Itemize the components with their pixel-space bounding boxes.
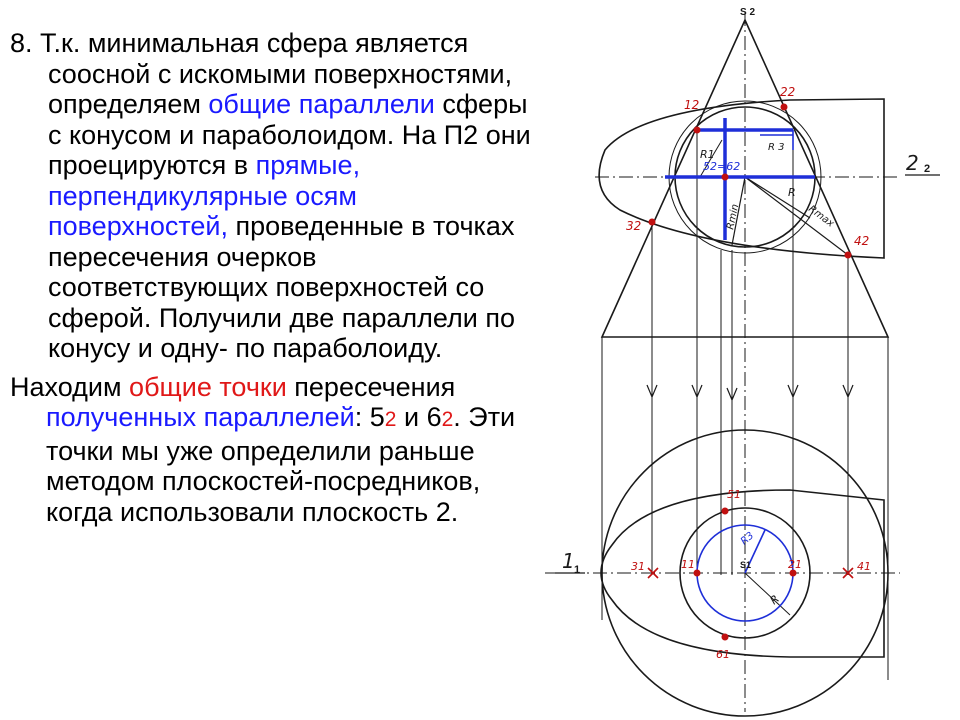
label-2-2: 22 [780,85,796,99]
label-2-1: 21 [788,558,802,571]
label-4-2: 42 [854,234,870,248]
label-5-1: 51 [727,488,741,501]
text-segment: 2 [441,408,454,431]
text-segment: . Эти точки мы уже определили раньше методом плоскостей-посредников, когда использовали плоскость 2. [46,402,516,527]
text-segment: сферы с конусом и параболоидом. На П2 они проецируются в [48,89,531,180]
label-r-top: R [767,592,782,608]
label-3-2: 32 [626,219,642,233]
label-rmax: Rmax [806,203,836,230]
text-segment: прямые, перпендикулярные осям поверхностей, [48,150,361,241]
label-r: R [788,186,796,199]
text-segment: Находим [10,371,130,402]
label-r1: R1 [700,148,715,161]
text-segment: общие параллели [208,89,435,119]
text-segment: и 6 [396,402,442,432]
text-segment: проведенные в точках пересечения очерков соответствующих поверхностей со сферой. Получили две параллели по конусу и одну- по параболоиду. [48,211,516,363]
label-plane-1-sub: 1 [574,564,581,576]
point-5-6-2 [722,174,729,181]
label-s1: S1 [740,560,752,570]
text-segment: 8. Т.к. минимальная сфера является соосной с искомыми поверхностями, определяем [10,28,513,119]
point-3-2 [649,219,656,226]
label-r3-top: R3 [738,530,757,548]
label-1-1: 11 [681,558,695,571]
label-r3: R 3 [768,142,785,153]
point-5-1 [722,508,729,515]
radius-r-line [745,177,810,218]
label-plane-2: 2 [906,151,919,175]
label-plane-2-sub: 2 [924,163,931,175]
label-plane-1: 1 [562,549,575,573]
text-segment: 2 [384,408,397,431]
text-segment: : 5 [354,402,385,432]
text-segment: полученных параллелей [46,402,355,432]
text-segment: пересечения [286,371,456,402]
label-4-1: 41 [857,560,871,573]
point-2-2 [781,104,788,111]
label-3-1: 31 [631,560,645,573]
label-s2: S 2 [740,7,756,18]
label-rmin: Rmin [725,203,742,231]
point-4-2 [845,252,852,259]
label-6-1: 61 [716,648,730,661]
point-1-2 [694,127,701,134]
point-6-1 [722,634,729,641]
label-1-2: 12 [684,98,700,112]
label-5-6-2: 52=62 [703,160,741,173]
top-radius-r-line [745,573,790,615]
text-segment: общие точки [129,371,287,402]
